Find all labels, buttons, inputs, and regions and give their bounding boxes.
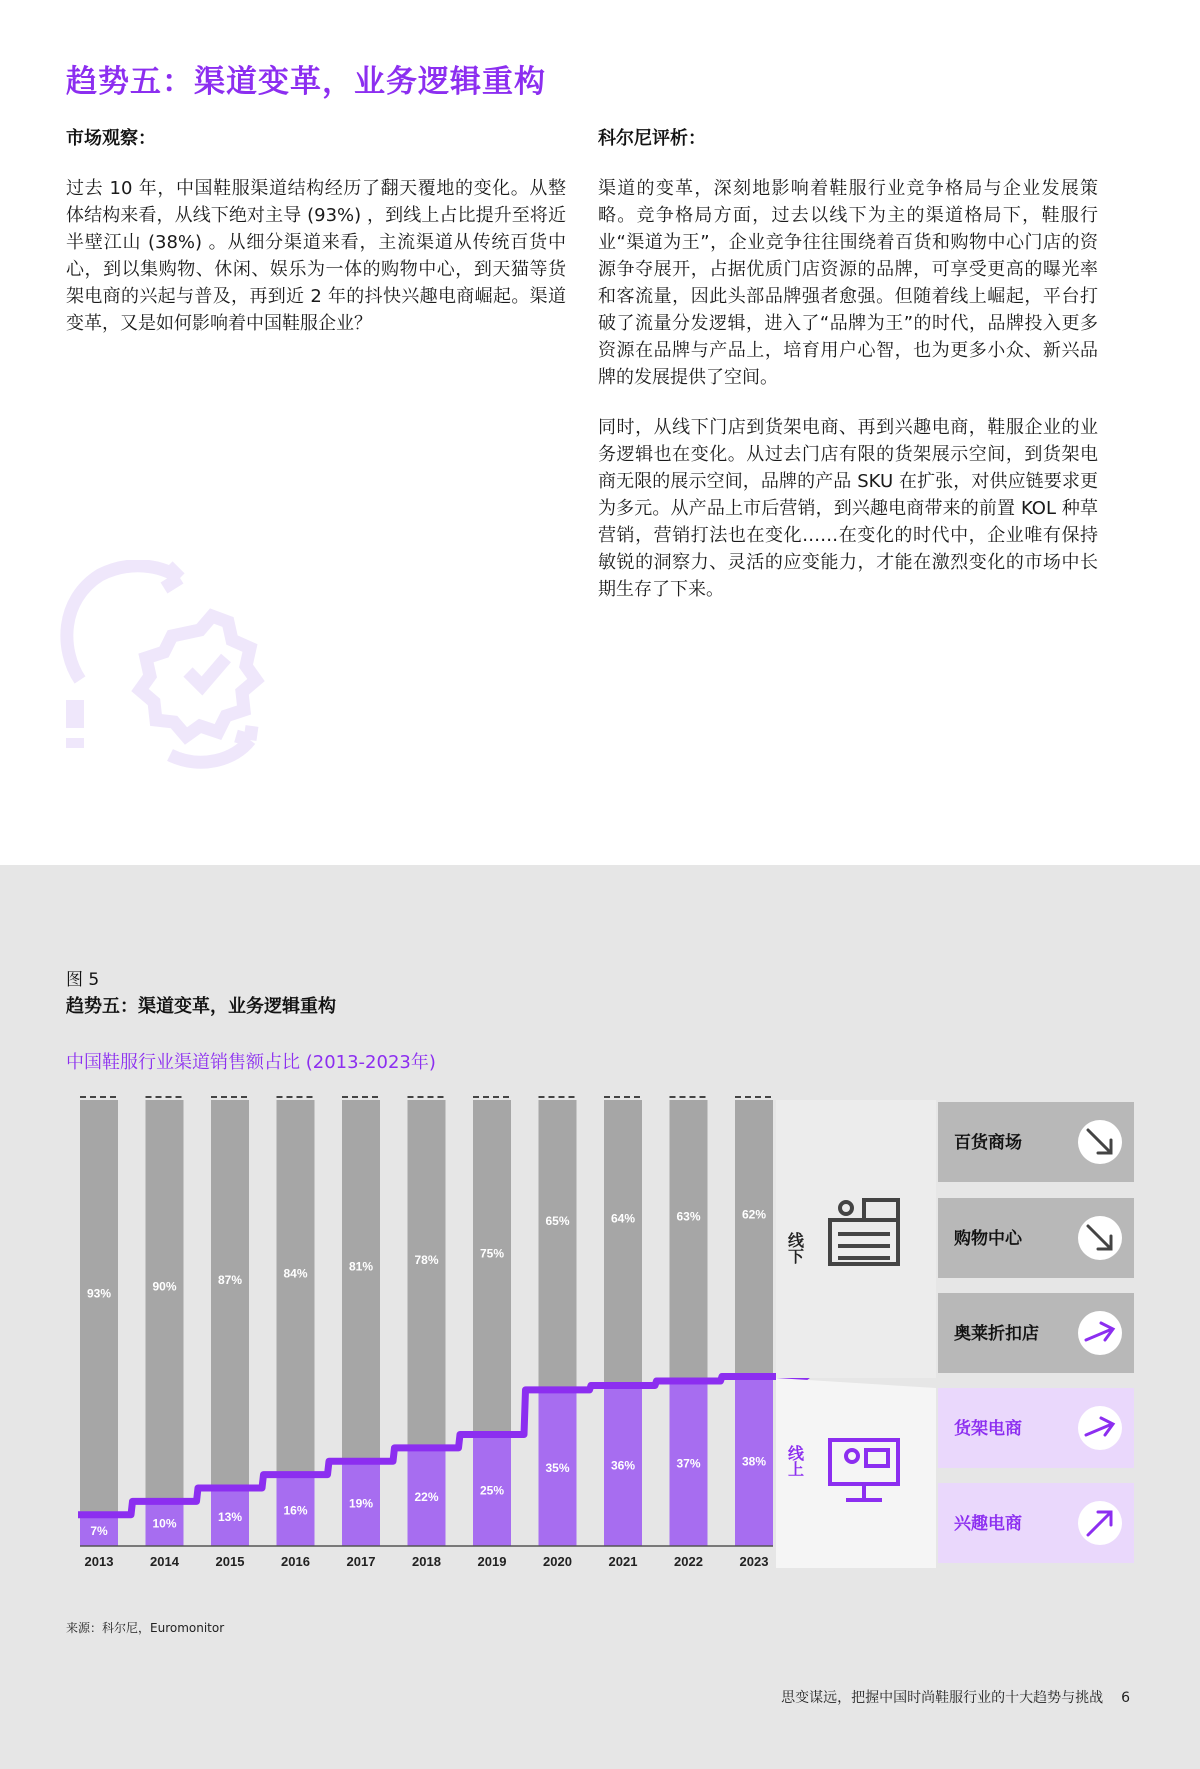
channel-label-百货商场: 百货商场 xyxy=(954,1133,1022,1153)
bar-offline-2015 xyxy=(211,1100,249,1488)
label-online-2015: 13% xyxy=(217,1510,243,1525)
label-online-2023: 38% xyxy=(741,1454,767,1469)
channel-label-货架电商: 货架电商 xyxy=(954,1419,1022,1439)
x-tick-2021: 2021 xyxy=(608,1554,638,1569)
channel-label-购物中心: 购物中心 xyxy=(954,1229,1022,1249)
x-tick-2019: 2019 xyxy=(477,1554,507,1569)
x-tick-2017: 2017 xyxy=(346,1554,376,1569)
offline-group-label: 线下 xyxy=(785,1232,805,1264)
chart-source: 来源：科尔尼，Euromonitor xyxy=(66,1621,225,1635)
label-online-2014: 10% xyxy=(152,1516,177,1531)
bar-offline-2014 xyxy=(146,1100,184,1501)
bar-offline-2017 xyxy=(342,1100,380,1461)
kearney-analysis-heading: 科尔尼评析： xyxy=(598,128,706,149)
bar-offline-2021 xyxy=(604,1100,642,1385)
figure-number: 图 5 xyxy=(66,970,100,990)
page-footer xyxy=(781,1687,1130,1707)
x-tick-2018: 2018 xyxy=(412,1554,441,1569)
label-offline-2019: 75% xyxy=(479,1246,505,1261)
x-tick-2023: 2023 xyxy=(739,1554,769,1569)
x-tick-2013: 2013 xyxy=(84,1554,114,1569)
label-online-2013: 7% xyxy=(90,1523,108,1538)
x-tick-2015: 2015 xyxy=(215,1554,245,1569)
label-offline-2021: 64% xyxy=(610,1211,636,1226)
label-offline-2016: 84% xyxy=(283,1266,308,1281)
label-offline-2018: 78% xyxy=(414,1252,439,1267)
figure-title: 趋势五：渠道变革，业务逻辑重构 xyxy=(66,996,336,1017)
label-offline-2013: 93% xyxy=(86,1286,112,1301)
bar-offline-2018 xyxy=(408,1100,446,1448)
page-number: 6 xyxy=(1121,1690,1130,1706)
x-tick-2014: 2014 xyxy=(150,1554,179,1569)
label-offline-2015: 87% xyxy=(217,1273,243,1288)
channel-label-兴趣电商: 兴趣电商 xyxy=(954,1514,1022,1534)
market-observation-heading: 市场观察： xyxy=(66,128,156,149)
label-online-2020: 35% xyxy=(545,1460,570,1475)
label-online-2017: 19% xyxy=(348,1496,374,1511)
bar-offline-2023 xyxy=(735,1100,773,1377)
label-online-2022: 37% xyxy=(676,1456,701,1471)
label-online-2016: 16% xyxy=(283,1503,308,1518)
label-offline-2023: 62% xyxy=(741,1207,767,1222)
label-online-2021: 36% xyxy=(610,1458,636,1473)
kearney-analysis-paragraph-2: 同时，从线下门店到货架电商、再到兴趣电商，鞋服企业的业务逻辑也在变化。从过去门店有限的货架展示空间，到货架电商无限的展示空间，品牌的产品 SKU 在扩张，对供应链要求更为多元。从产品上市后营销，到兴趣电商带来的前置 KOL 种草营销，营销打法也在变化……在变化的时代中，企业唯有保持敏锐的洞察力、灵活的应变能力，才能在激烈变化的市场中长期生存了下来。 xyxy=(598,417,1098,600)
bar-offline-2020 xyxy=(539,1100,577,1390)
bar-offline-2016 xyxy=(277,1100,315,1475)
bar-offline-2013 xyxy=(80,1100,118,1515)
bar-offline-2022 xyxy=(670,1100,708,1381)
label-offline-2020: 65% xyxy=(545,1213,570,1228)
label-offline-2017: 81% xyxy=(348,1259,374,1274)
chart-subtitle: 中国鞋服行业渠道销售额占比 (2013-2023年) xyxy=(66,1052,436,1073)
channel-label-奥莱折扣店: 奥莱折扣店 xyxy=(954,1324,1039,1344)
page-title: 趋势五：渠道变革，业务逻辑重构 xyxy=(66,64,546,100)
x-tick-2022: 2022 xyxy=(674,1554,703,1569)
footer-text: 思变谋远，把握中国时尚鞋服行业的十大趋势与挑战 xyxy=(781,1690,1104,1706)
label-online-2019: 25% xyxy=(479,1483,505,1498)
x-tick-2020: 2020 xyxy=(543,1554,572,1569)
label-offline-2014: 90% xyxy=(152,1279,177,1294)
kearney-analysis-paragraph-1: 渠道的变革，深刻地影响着鞋服行业竞争格局与企业发展策略。竞争格局方面，过去以线下为主的渠道格局下，鞋服行业“渠道为王”，企业竞争往往围绕着百货和购物中心门店的资源争夺展开，占据优质门店资源的品牌，可享受更高的曝光率和客流量，因此头部品牌强者愈强。但随着线上崛起，平台打破了流量分发逻辑，进入了“品牌为王”的时代，品牌投入更多资源在品牌与产品上，培育用户心智，也为更多小众、新兴品牌的发展提供了空间。 xyxy=(598,178,1098,388)
x-tick-2016: 2016 xyxy=(281,1554,310,1569)
label-online-2018: 22% xyxy=(414,1489,439,1504)
label-offline-2022: 63% xyxy=(676,1209,701,1224)
market-observation-text: 过去 10 年，中国鞋服渠道结构经历了翻天覆地的变化。从整体结构来看，从线下绝对主导 (93%) ，到线上占比提升至将近半壁江山 (38%) 。从细分渠道来看，主流渠道从传统百货中心，到以集购物、休闲、娱乐为一体的购物中心，到天猫等货架电商的兴起与普及，再到近 2 年的抖快兴趣电商崛起。渠道变革，又是如何影响着中国鞋服企业？ xyxy=(66,178,566,334)
bar-offline-2019 xyxy=(473,1100,511,1435)
online-group-label: 线上 xyxy=(785,1445,805,1477)
